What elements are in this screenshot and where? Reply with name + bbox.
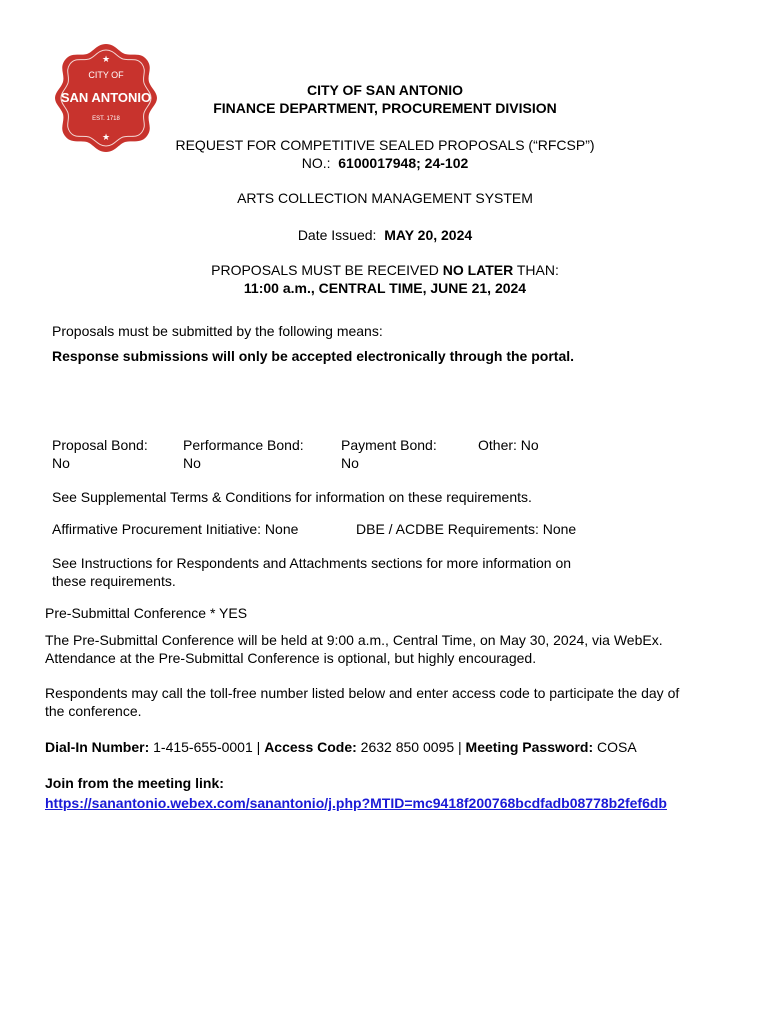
performance-bond-label: Performance Bond:: [183, 437, 304, 453]
dbe-requirements: DBE / ACDBE Requirements: None: [356, 521, 577, 537]
project-title: ARTS COLLECTION MANAGEMENT SYSTEM: [237, 190, 533, 206]
logo-line3: EST. 1718: [92, 116, 120, 122]
proposal-bond-label: Proposal Bond:: [52, 437, 148, 453]
number-label: NO.:: [301, 155, 331, 171]
deadline-line: [0, 262, 770, 278]
star-icon: ★: [101, 55, 111, 65]
deadline-value: 11:00 a.m., CENTRAL TIME, JUNE 21, 2024: [243, 280, 527, 296]
header-department: FINANCE DEPARTMENT, PROCUREMENT DIVISION: [213, 100, 557, 116]
respondents-line2: the conference.: [45, 703, 142, 719]
meeting-password-value: COSA: [597, 739, 637, 755]
request-type: REQUEST FOR COMPETITIVE SEALED PROPOSALS (“RFCSP”): [175, 137, 595, 153]
header-city: CITY OF SAN ANTONIO: [306, 82, 464, 98]
instructions-line2: these requirements.: [52, 573, 176, 589]
star-icon: ★: [101, 133, 111, 143]
deadline-pre: PROPOSALS MUST BE RECEIVED: [211, 262, 439, 278]
supplemental-terms: See Supplemental Terms & Conditions for information on these requirements.: [52, 489, 532, 505]
meeting-link[interactable]: https://sanantonio.webex.com/sanantonio/j.php?MTID=mc9418f200768bcdfadb08778b2fef6db: [45, 795, 667, 811]
logo-line1: CITY OF: [88, 70, 124, 80]
deadline-post: THAN:: [516, 262, 559, 278]
payment-bond-label: Payment Bond:: [341, 437, 437, 453]
conference-detail-line2: Attendance at the Pre-Submittal Conference is optional, but highly encouraged.: [45, 650, 537, 666]
submission-method: Response submissions will only be accepted electronically through the portal.: [52, 348, 575, 364]
dial-in-number: 1-415-655-0001: [153, 739, 253, 755]
date-label: Date Issued:: [297, 227, 377, 243]
separator: |: [458, 739, 462, 755]
respondents-line1: Respondents may call the toll-free number listed below and enter access code to participate the day of: [45, 685, 680, 701]
dial-in-line: [45, 739, 637, 755]
join-label: Join from the meeting link:: [45, 775, 224, 791]
access-code-value: 2632 850 0095: [360, 739, 455, 755]
submission-intro: Proposals must be submitted by the following means:: [52, 323, 383, 339]
date-value: MAY 20, 2024: [384, 227, 473, 243]
instructions-line1: See Instructions for Respondents and Attachments sections for more information on: [52, 555, 572, 571]
dial-in-label: Dial-In Number:: [45, 739, 150, 755]
logo-line2: SAN ANTONIO: [60, 90, 152, 105]
solicitation-number: [0, 155, 770, 171]
other-bond: Other: No: [478, 437, 539, 453]
access-code-label: Access Code:: [264, 739, 357, 755]
proposal-bond-value: No: [52, 455, 70, 471]
payment-bond-value: No: [341, 455, 359, 471]
deadline-bold: NO LATER: [442, 262, 514, 278]
conference-heading: Pre-Submittal Conference * YES: [45, 605, 248, 621]
performance-bond-value: No: [183, 455, 201, 471]
date-issued: [0, 227, 770, 243]
conference-detail-line1: The Pre-Submittal Conference will be held at 9:00 a.m., Central Time, on May 30, 2024, via WebEx.: [45, 632, 663, 648]
meeting-password-label: Meeting Password:: [465, 739, 594, 755]
separator: |: [256, 739, 261, 755]
number-value: 6100017948; 24-102: [338, 155, 469, 171]
affirmative-procurement: Affirmative Procurement Initiative: None: [52, 521, 299, 537]
